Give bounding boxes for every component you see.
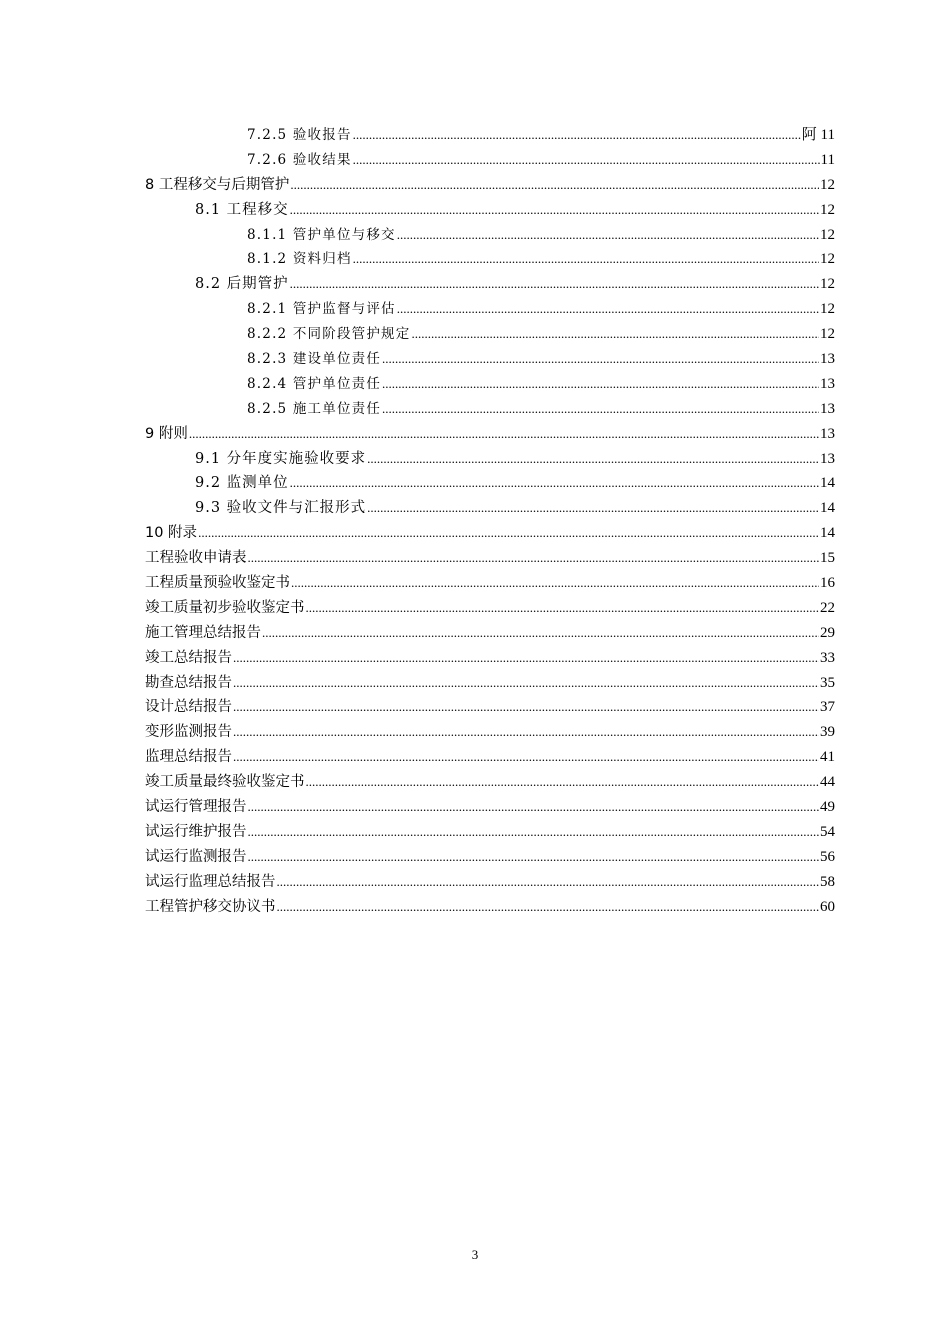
toc-entry-title: 7.2.6 验收结果: [247, 151, 352, 168]
toc-entry[interactable]: [145, 546, 835, 571]
toc-entry-title: 试运行监测报告: [145, 848, 247, 865]
toc-dot-leader: [233, 695, 819, 720]
toc-entry-page: 37: [820, 699, 835, 716]
toc-entry-title: 9 附则: [145, 425, 188, 442]
toc-dot-leader: [291, 571, 819, 596]
toc-entry-page: 54: [820, 823, 835, 840]
toc-entry-title: 竣工质量最终验收鉴定书: [145, 774, 305, 791]
toc-entry-title: 竣工总结报告: [145, 649, 232, 666]
toc-dot-leader: [367, 496, 819, 521]
toc-dot-leader: [353, 247, 819, 272]
toc-entry-title: 9.1 分年度实施验收要求: [195, 450, 367, 467]
toc-entry[interactable]: [145, 820, 835, 845]
toc-entry-title: 7.2.5 验收报告: [247, 127, 352, 143]
toc-entry-page: 13: [820, 375, 835, 392]
toc-entry[interactable]: [145, 322, 835, 347]
toc-entry-page: 44: [820, 774, 835, 791]
toc-entry[interactable]: [145, 770, 835, 795]
toc-entry[interactable]: [145, 148, 835, 173]
toc-entry[interactable]: [145, 521, 835, 546]
toc-entry-title: 试运行维护报告: [145, 823, 247, 840]
toc-entry-title: 8.1.2 资料归档: [247, 251, 352, 268]
toc-entry-title: 8.1 工程移交: [195, 201, 289, 218]
toc-entry[interactable]: [145, 173, 835, 198]
toc-entry-title: 8.1.1 管护单位与移交: [247, 226, 396, 243]
toc-dot-leader: [277, 870, 820, 895]
toc-entry[interactable]: [145, 297, 835, 322]
toc-entry-title: 工程验收申请表: [145, 550, 247, 567]
toc-entry[interactable]: [145, 247, 835, 272]
toc-entry[interactable]: [145, 272, 835, 297]
toc-entry-title: 8.2.3 建设单位责任: [247, 351, 382, 368]
toc-dot-leader: [353, 148, 820, 173]
toc-dot-leader: [233, 745, 819, 770]
toc-dot-leader: [290, 272, 819, 297]
toc-dot-leader: [397, 223, 819, 248]
toc-dot-leader: [277, 895, 820, 920]
toc-entry[interactable]: [145, 123, 835, 148]
toc-entry-page: 13: [820, 425, 835, 442]
toc-entry[interactable]: [145, 646, 835, 671]
toc-entry[interactable]: [145, 671, 835, 696]
toc-entry-page: 12: [820, 326, 835, 343]
toc-entry-title: 变形监测报告: [145, 724, 232, 741]
toc-dot-leader: [290, 471, 819, 496]
toc-dot-leader: [290, 173, 819, 198]
toc-entry-page: 39: [820, 724, 835, 741]
toc-entry-page: 60: [820, 898, 835, 915]
toc-dot-leader: [382, 372, 819, 397]
toc-entry-title: 8.2.1 管护监督与评估: [247, 301, 396, 318]
toc-entry-page: 41: [820, 749, 835, 766]
toc-entry[interactable]: [145, 795, 835, 820]
toc-dot-leader: [262, 621, 819, 646]
toc-entry-title: 施工管理总结报告: [145, 624, 261, 641]
toc-entry-page: 12: [820, 276, 835, 293]
toc-entry[interactable]: [145, 745, 835, 770]
toc-entry-title: 工程质量预验收鉴定书: [145, 575, 290, 592]
toc-entry-title: 8.2.2 不同阶段管护规定: [247, 326, 411, 343]
toc-entry[interactable]: [145, 372, 835, 397]
page-number: 3: [471, 1247, 479, 1262]
toc-entry[interactable]: [145, 720, 835, 745]
toc-dot-leader: [189, 422, 819, 447]
toc-entry[interactable]: [145, 571, 835, 596]
toc-dot-leader: [397, 297, 819, 322]
toc-entry[interactable]: [145, 422, 835, 447]
toc-entry-page: 33: [820, 649, 835, 666]
toc-entry[interactable]: [145, 695, 835, 720]
toc-entry[interactable]: [145, 596, 835, 621]
toc-entry-title: 工程管护移交协议书: [145, 898, 276, 915]
toc-entry-page: 12: [820, 301, 835, 318]
toc-entry[interactable]: [145, 198, 835, 223]
toc-entry-page: 12: [820, 251, 835, 268]
toc-entry-page: 13: [820, 351, 835, 368]
toc-entry-title: 10 附录: [145, 525, 198, 542]
toc-entry-title: 试运行管理报告: [145, 799, 247, 816]
toc-entry-page: 12: [820, 226, 835, 243]
toc-dot-leader: [382, 397, 819, 422]
toc-entry[interactable]: [145, 471, 835, 496]
toc-entry-title: 8 工程移交与后期管护: [145, 176, 290, 193]
toc-entry-title: 9.3 验收文件与汇报形式: [195, 500, 367, 517]
toc-entry[interactable]: [145, 496, 835, 521]
toc-dot-leader: [233, 646, 819, 671]
toc-entry-title: 勘查总结报告: [145, 674, 232, 691]
toc-entry-page: 15: [820, 550, 835, 567]
toc-entry-page: 22: [820, 599, 835, 616]
toc-entry-page: 35: [820, 674, 835, 691]
toc-dot-leader: [248, 845, 820, 870]
toc-entry-page: 12: [820, 201, 835, 218]
toc-entry-page: 13: [820, 400, 835, 417]
toc-entry-title: 试运行监理总结报告: [145, 873, 276, 890]
toc-dot-leader: [198, 521, 819, 546]
toc-dot-leader: [248, 795, 820, 820]
toc-entry-page: 16: [820, 575, 835, 592]
toc-entry[interactable]: [145, 621, 835, 646]
toc-entry-page: 12: [820, 176, 835, 193]
toc-entry-page: 14: [820, 475, 835, 492]
table-of-contents: [145, 123, 835, 920]
toc-dot-leader: [382, 347, 819, 372]
toc-entry-page: 13: [820, 450, 835, 467]
toc-dot-leader: [306, 596, 820, 621]
toc-entry[interactable]: [145, 223, 835, 248]
toc-entry-page: 11: [820, 151, 835, 168]
toc-entry-title: 8.2 后期管护: [195, 276, 289, 293]
toc-entry[interactable]: [145, 347, 835, 372]
toc-dot-leader: [248, 820, 820, 845]
toc-entry-page: 14: [820, 500, 835, 517]
toc-entry-title: 竣工质量初步验收鉴定书: [145, 599, 305, 616]
toc-entry-page: 14: [820, 525, 835, 542]
toc-entry-title: 9.2 监测单位: [195, 475, 289, 492]
toc-entry[interactable]: [145, 870, 835, 895]
toc-entry[interactable]: [145, 397, 835, 422]
toc-entry-title: 设计总结报告: [145, 699, 232, 716]
toc-dot-leader: [306, 770, 820, 795]
toc-entry-page: 49: [820, 799, 835, 816]
toc-entry-title: 监理总结报告: [145, 749, 232, 766]
toc-entry-title: 8.2.4 管护单位责任: [247, 375, 382, 392]
toc-dot-leader: [290, 198, 819, 223]
toc-dot-leader: [411, 322, 819, 347]
toc-entry[interactable]: [145, 895, 835, 920]
toc-dot-leader: [233, 720, 819, 745]
toc-entry-title: 8.2.5 施工单位责任: [247, 400, 382, 417]
toc-entry-page: 56: [820, 848, 835, 865]
toc-entry[interactable]: [145, 447, 835, 472]
toc-dot-leader: [248, 546, 820, 571]
toc-dot-leader: [233, 671, 819, 696]
toc-entry-page: 29: [820, 624, 835, 641]
toc-entry-page: 58: [820, 873, 835, 890]
toc-dot-leader: [353, 123, 801, 148]
toc-entry-page: 阿 11: [801, 127, 835, 143]
toc-entry[interactable]: [145, 845, 835, 870]
toc-dot-leader: [367, 447, 819, 472]
